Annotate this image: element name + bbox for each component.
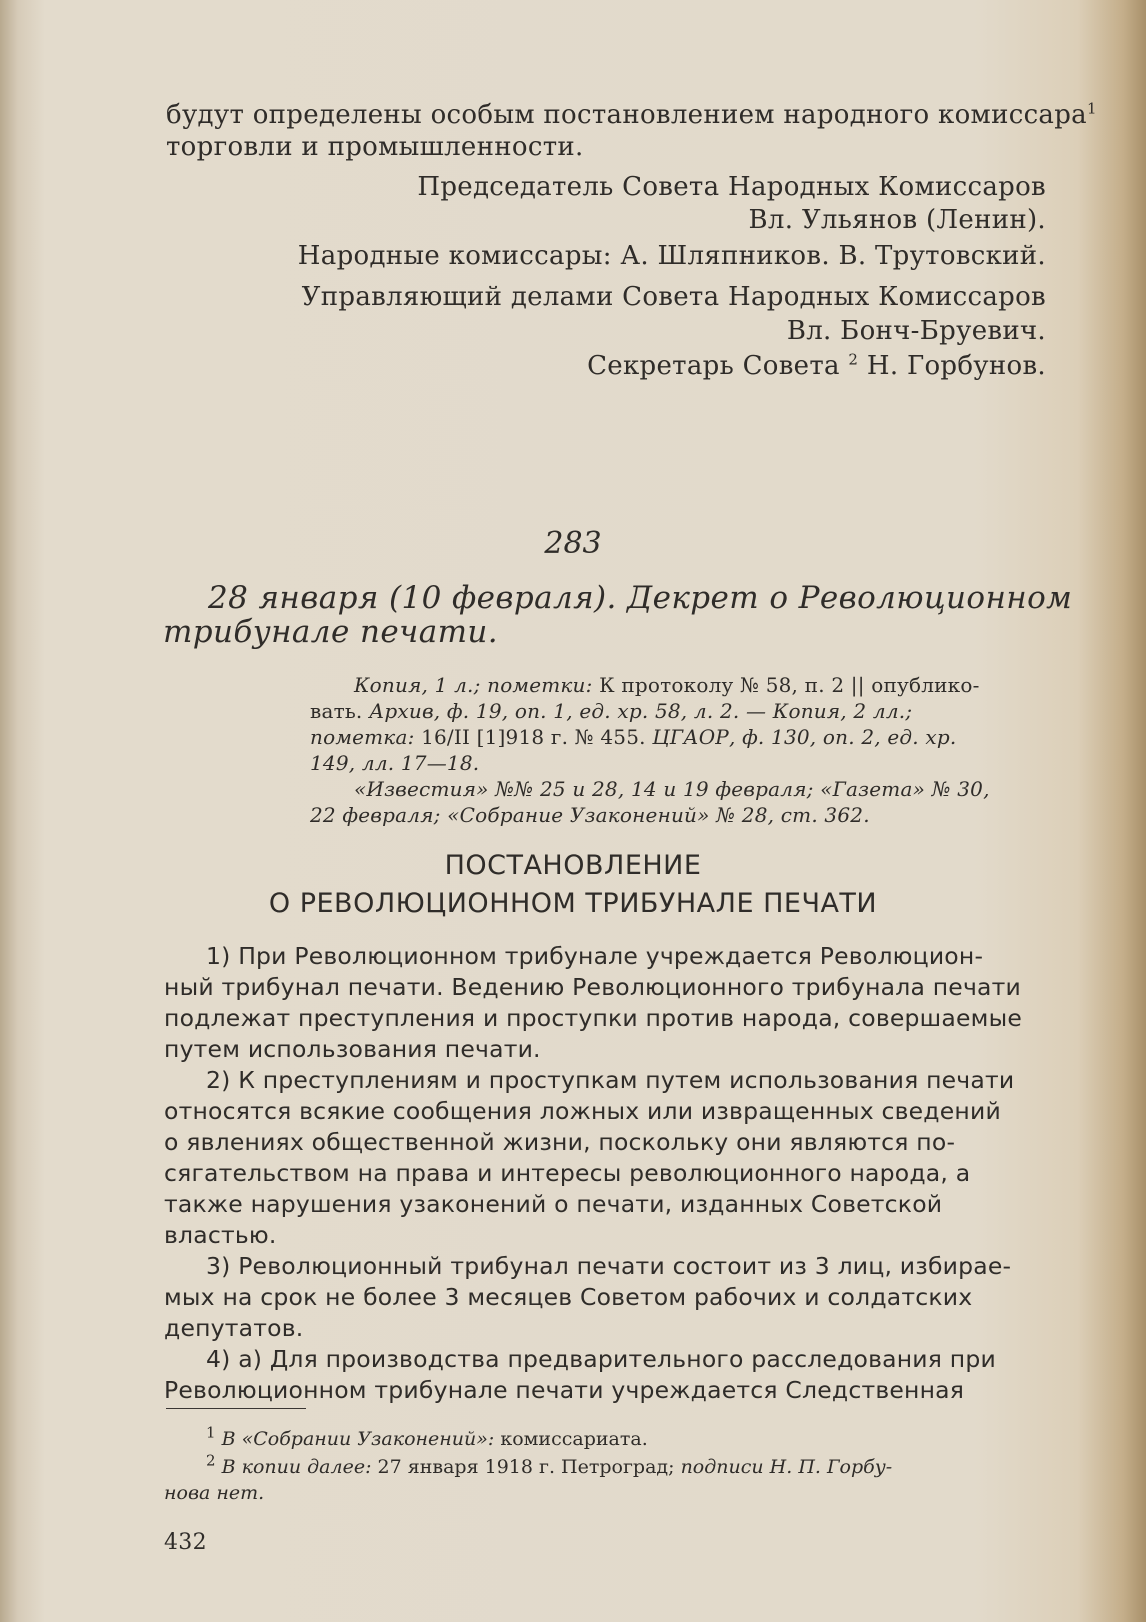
footnote-2: $^2$ В копии далее: 27 января 1918 г. Петроград; подписи Н. П. Горбу- [206, 1451, 893, 1478]
paragraph-line: депутатов. [164, 1314, 304, 1342]
paragraph-line: о явлениях общественной жизни, поскольку они являются по- [164, 1128, 956, 1156]
document-heading-line2: трибунале печати. [163, 614, 499, 650]
paragraph-line: 2) К преступлениям и проступкам путем использования печати [206, 1066, 1015, 1094]
text-line: торговли и промышленности. [166, 132, 584, 162]
text-line: будут определены особым постановлением народного комиссара$^1$ [166, 99, 1097, 130]
paragraph-line: 4) а) Для производства предварительного расследования при [206, 1345, 996, 1373]
footnote-ref: 2 [848, 350, 859, 369]
source-line: Копия, 1 л.; пометки: К протоколу № 58, п. 2 || опублико- [354, 673, 980, 697]
paragraph-line: также нарушения узаконений о печати, изданных Советской [164, 1190, 943, 1218]
source-line: «Известия» №№ 25 и 28, 14 и 19 февраля; «Газета» № 30, [354, 777, 990, 801]
paragraph-line: подлежат преступления и проступки против народа, совершаемые [164, 1004, 1022, 1032]
paragraph-line: Революционном трибунале печати учреждается Следственная [164, 1376, 965, 1404]
footnote-1: $^1$ В «Собрании Узаконений»: комиссариата. [206, 1423, 648, 1450]
paragraph-line: относятся всякие сообщения ложных или извращенных сведений [164, 1097, 1001, 1125]
source-line: 22 февраля; «Собрание Узаконений» № 28, ст. 362. [310, 803, 870, 827]
paragraph-line: 1) При Революционном трибунале учреждается Революцион- [206, 942, 984, 970]
source-line: пометка: 16/II [1]918 г. № 455. ЦГАОР, ф. 130, оп. 2, ед. хр. [310, 725, 957, 749]
footnote-ref: 1 [1086, 99, 1097, 118]
footnote-2-cont: нова нет. [164, 1482, 265, 1504]
source-line: 149, лл. 17—18. [310, 751, 480, 775]
paragraph-line: сягательством на права и интересы революционного народа, а [164, 1159, 971, 1187]
signature-manager-name: Вл. Бонч-Бруевич. [786, 316, 1046, 346]
paragraph-line: ный трибунал печати. Ведению Революционного трибунала печати [164, 973, 1021, 1001]
signature-manager-title: Управляющий делами Совета Народных Комиссаров [301, 282, 1046, 312]
signature-secretary: Секретарь Совета $^2$ Н. Горбунов. [587, 350, 1046, 381]
decree-title-line2: О РЕВОЛЮЦИОННОМ ТРИБУНАЛЕ ПЕЧАТИ [268, 888, 878, 919]
document-heading-line1: 28 января (10 февраля). Декрет о Революционном [208, 580, 1073, 616]
document-number: 283 [544, 526, 602, 561]
paragraph-line: 3) Революционный трибунал печати состоит из 3 лиц, избирае- [206, 1252, 1012, 1280]
decree-title-line1: ПОСТАНОВЛЕНИЕ [444, 850, 702, 881]
signature-commissars: Народные комиссары: А. Шляпников. В. Трутовский. [297, 241, 1046, 271]
source-line: вать. Архив, ф. 19, оп. 1, ед. хр. 58, л. 2. — Копия, 2 лл.; [310, 699, 913, 723]
footnote-divider [166, 1408, 306, 1409]
page-number: 432 [164, 1530, 207, 1555]
paragraph-line: мых на срок не более 3 месяцев Советом рабочих и солдатских [164, 1283, 973, 1311]
signature-chairman-name: Вл. Ульянов (Ленин). [748, 205, 1046, 235]
signature-chairman-title: Председатель Совета Народных Комиссаров [417, 172, 1046, 202]
paragraph-line: властью. [164, 1221, 277, 1249]
paragraph-line: путем использования печати. [164, 1035, 541, 1063]
